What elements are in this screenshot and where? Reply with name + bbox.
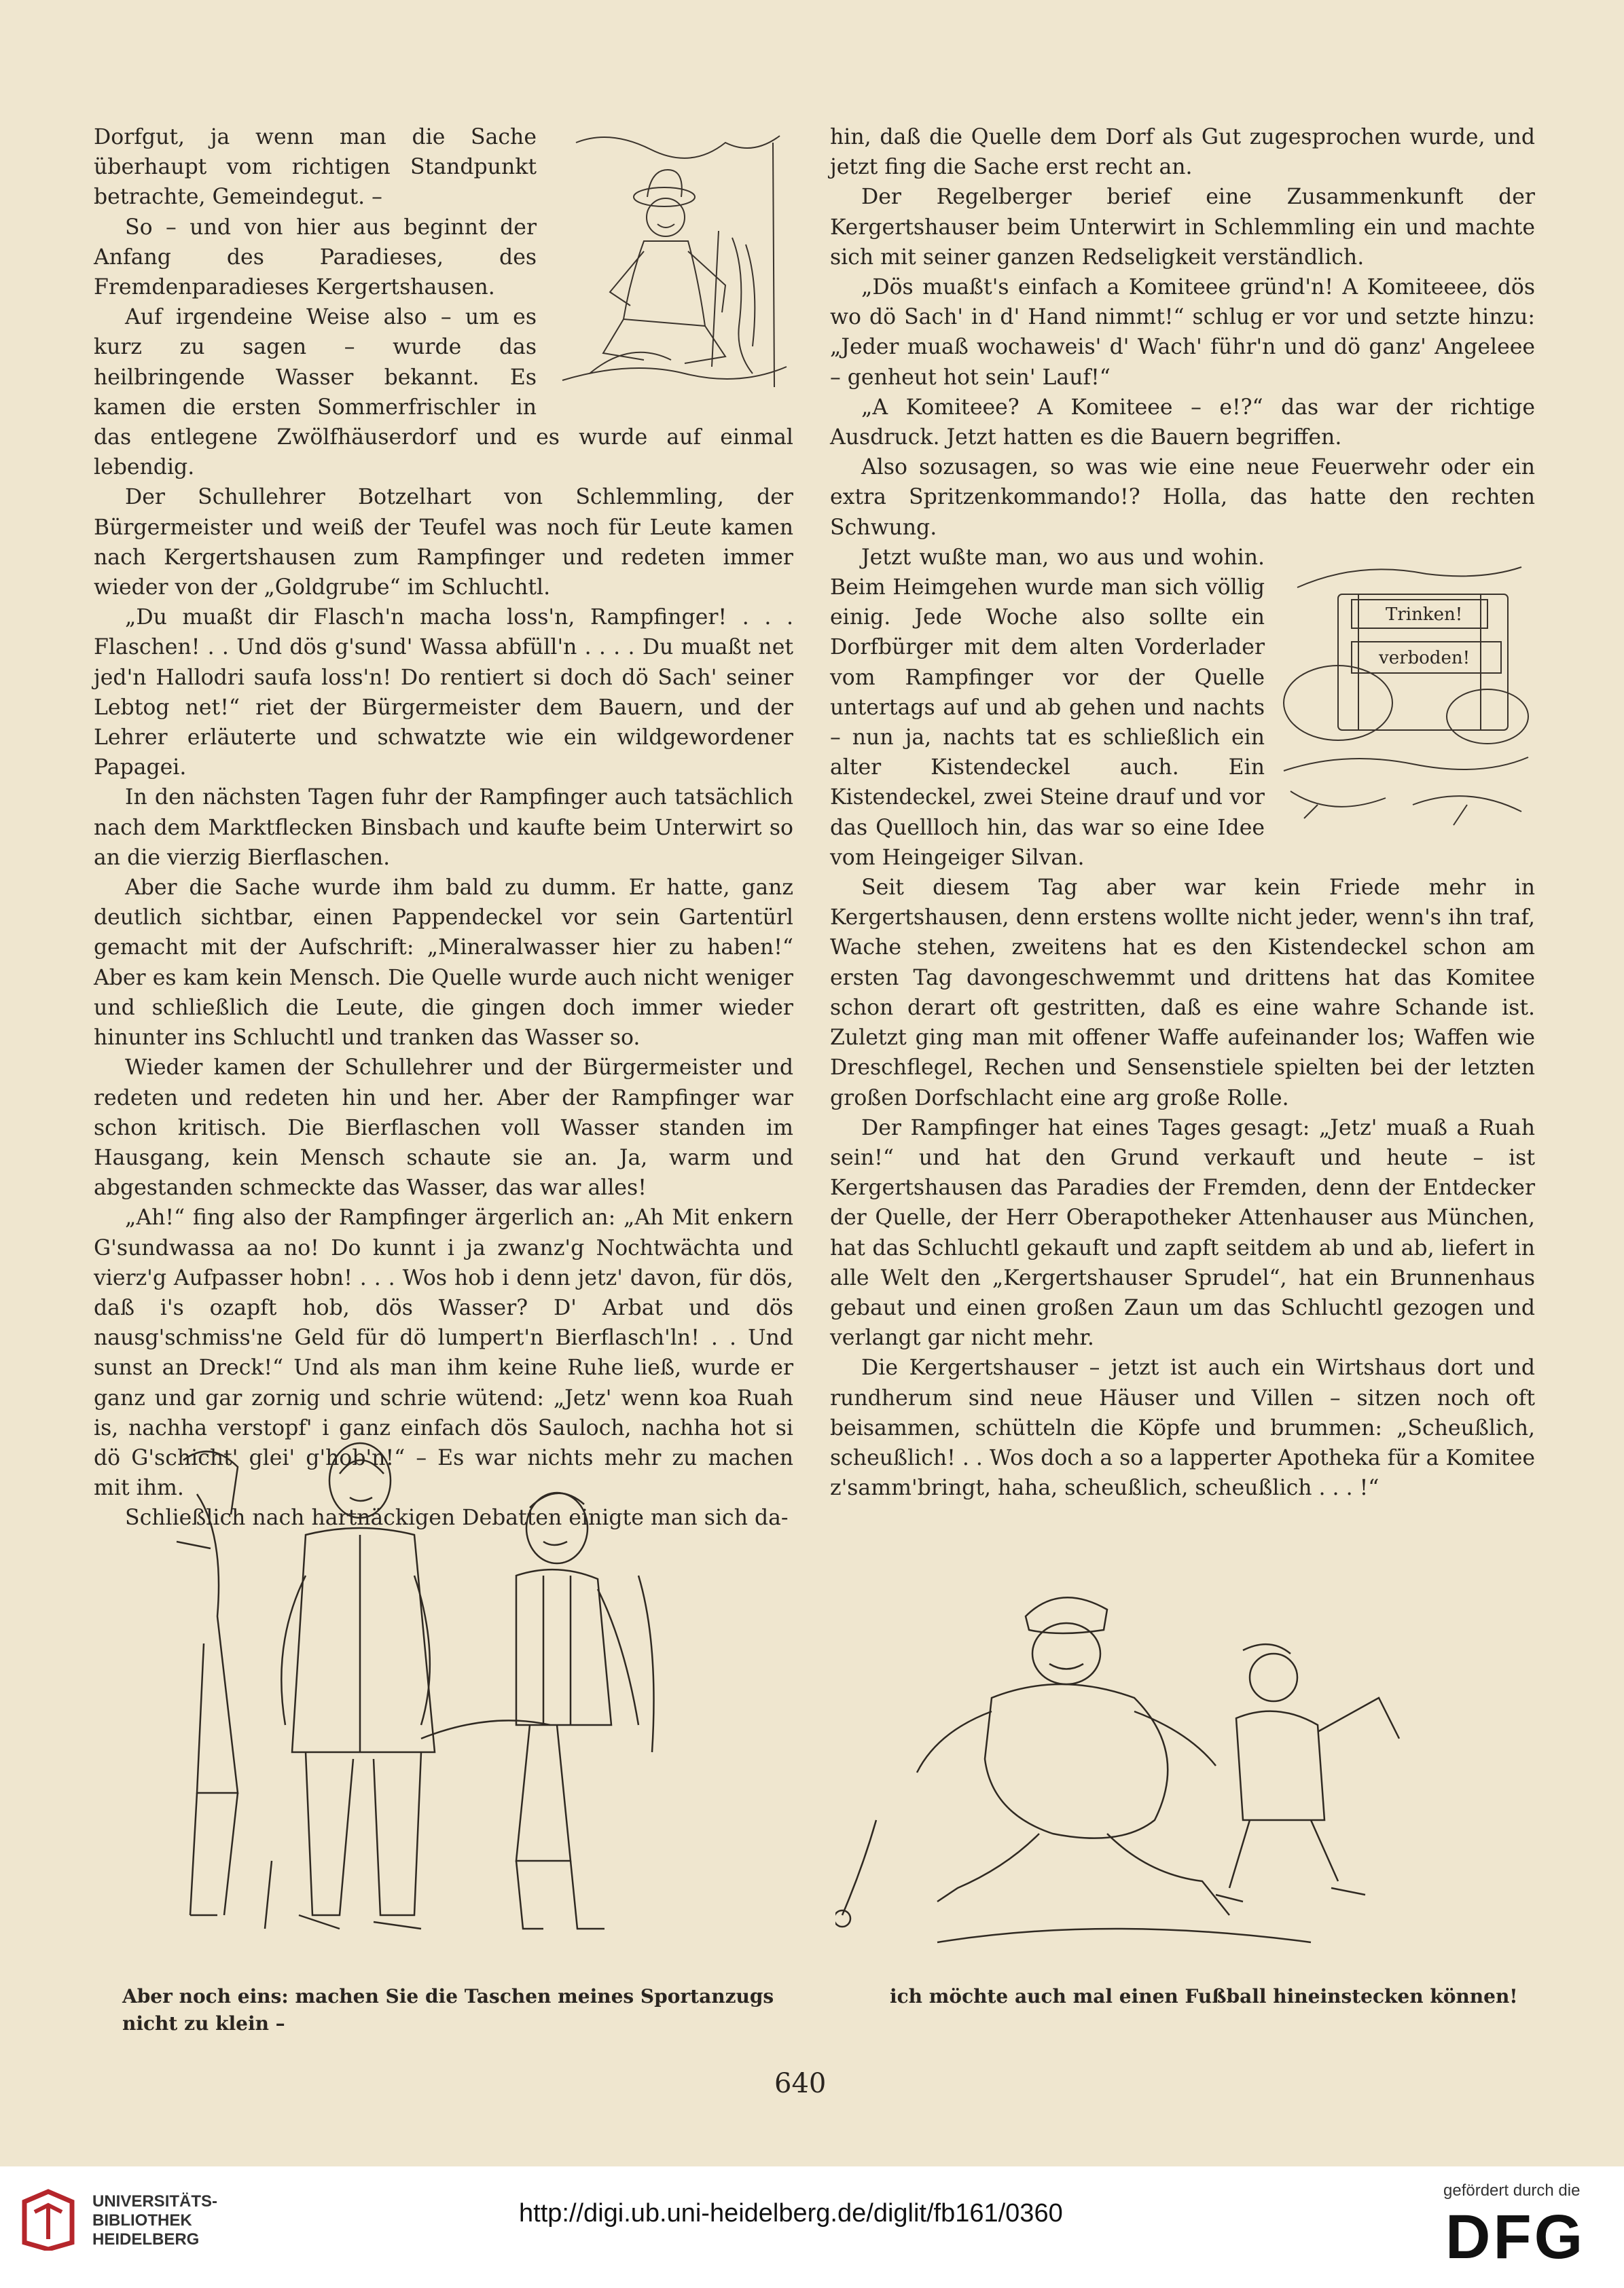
- cartoon-football-players: [835, 1562, 1549, 1956]
- paragraph: Der Schullehrer Botzelhart von Schlemmling, der Bürgermeister und weiß der Teufel was noch für Leute kamen nach Kergertshausen zum Rampfinger und redeten immer wieder von der „Goldgrube“ im Schluchtl.: [94, 485, 793, 600]
- paragraph: „Du muaßt dir Flasch'n macha loss'n, Rampfinger! . . . Flaschen! . . Und dös g'sund' Wassa abfüll'n . . . . Du muaßt net jed'n Hallodri saufa loss'n! Do rentiert si doch dö Sach' seiner Lebtog net!“ riet der Bürgermeister dem Bauern, und der Lehrer erläuterte und schwatzte wie ein wildgewordener Papagei.: [94, 605, 793, 780]
- cartoon-tailor-fitting: [136, 1440, 761, 1976]
- page-number: 640: [774, 2068, 827, 2099]
- paragraph: Wieder kamen der Schullehrer und der Bürgermeister und redeten und redeten hin und her. Aber der Rampfinger war schon kritisch. Die Bierflaschen voll Wasser standen im Hausgang, kein Mensch schaute sie an. Ja, warm und abgestanden schmeckte das Wasser, das war alles!: [94, 1055, 793, 1201]
- paragraph: Auf irgendeine Weise also – um es kurz zu sagen – wurde das heilbringende Wasser bekannt. Es kamen die ersten Sommerfrischler in das entlegene Zwölfhäuserdorf und es wurde auf einmal lebendig.: [94, 305, 793, 480]
- left-text-column: [94, 122, 793, 1533]
- library-name: [92, 2192, 217, 2249]
- sign-line1: Trinken!: [1386, 604, 1463, 625]
- paragraph: Also sozusagen, so was wie eine neue Feuerwehr oder ein extra Spritzenkommando!? Holla, das hatte den rechten Schwung.: [830, 455, 1535, 540]
- paragraph: Der Regelberger berief eine Zusammenkunft der Kergertshauser beim Unterwirt in Schlemmling ein und machte sich mit seiner ganzen Redseligkeit verständlich.: [830, 185, 1535, 270]
- caption-left: Aber noch eins: machen Sie die Taschen meines Sportanzugs nicht zu klein –: [122, 1985, 774, 2035]
- university-library-logo-icon: [18, 2188, 80, 2251]
- library-line: UNIVERSITÄTS-: [92, 2192, 218, 2211]
- library-line: BIBLIOTHEK: [92, 2211, 192, 2230]
- footer-bar: [0, 2166, 1624, 2288]
- paragraph: „A Komiteee? A Komiteee – e!?“ das war der richtige Ausdruck. Jetzt hatten es die Bauern begriffen.: [830, 395, 1535, 450]
- paragraph: „Ah!“ fing also der Rampfinger ärgerlich an: „Ah Mit enkern G'sundwassa aa no! Do kunnt i ja zwanz'g Nochtwächta und vierz'g Aufpasser hobn! . . . Wos hob i denn jetz' davon, für dös, daß i's ozapft hob, dös Wasser? D' Arbat und dös nausg'schmiss'ne Geld für dö lumpert'n Bierflasch'ln! . . Und sunst an Dreck!“ Und als man ihm keine Ruhe ließ, wurde er ganz und gar zornig und schrie wütend: „Jetz' wenn koa Ruah is, nachha verstopf' i ganz einfach dös Sauloch, nachha hot si dö G'schicht' glei' g'hob'n!“ – Es war nichts mehr zu machen mit ihm.: [94, 1205, 793, 1501]
- paragraph: Seit diesem Tag aber war kein Friede mehr in Kergertshausen, denn erstens wollte nicht jeder, wenn's ihn traf, Wache stehen, zweitens hat es den Kistendeckel schon am ersten Tag davongeschwemmt und drittens hat das Komitee schon derart oft gestritten, daß es eine wahre Schande ist. Zuletzt ging man mit offener Waffe aufeinander los; Waffen wie Dreschflegel, Rechen und Sensenstiele spielten bei der letzten großen Dorfschlacht eine arg große Rolle.: [830, 875, 1535, 1110]
- paragraph: In den nächsten Tagen fuhr der Rampfinger auch tatsächlich nach dem Marktflecken Binsbach und kaufte beim Unterwirt so an die vierzig Bierflaschen.: [94, 785, 793, 870]
- sketch-covered-spring-sign: [1277, 547, 1535, 839]
- paragraph: Der Rampfinger hat eines Tages gesagt: „Jetz' muaß a Ruah sein!“ und hat den Grund verkauft und heute – ist Kergertshausen das Paradies der Fremden, denn der Entdecker der Quelle, der Herr Oberapotheker Attenhauser aus München, hat das Schluchtl gekauft und zapft seitdem ab und ab, liefert in alle Welt den „Kergertshauser Sprudel“, hat ein Brunnenhaus gebaut und einen großen Zaun um das Schluchtl gezogen und verlangt gar nicht mehr.: [830, 1115, 1535, 1351]
- caption-right: ich möchte auch mal einen Fußball hineinstecken können!: [890, 1985, 1518, 2008]
- funding-note: gefördert durch die: [1443, 2181, 1581, 2200]
- library-line: HEIDELBERG: [92, 2230, 200, 2249]
- dfg-logo: DFG: [1445, 2202, 1586, 2272]
- paragraph: So – und von hier aus beginnt der Anfang des Paradieses, des Fremdenparadieses Kergertshausen.: [94, 215, 537, 300]
- paragraph: hin, daß die Quelle dem Dorf als Gut zugesprochen wurde, und jetzt fing die Sache erst recht an.: [830, 125, 1535, 180]
- paragraph: Aber die Sache wurde ihm bald zu dumm. Er hatte, ganz deutlich sichtbar, einen Pappendeckel vor sein Gartentürl gemacht mit der Aufschrift: „Mineralwasser hier zu haben!“ Aber es kam kein Mensch. Die Quelle wurde auch nicht weniger und schließlich die Leute, die gingen doch immer wieder hinunter ins Schluchtl und tranken das Wasser so.: [94, 875, 793, 1051]
- sign-line2: verboden!: [1379, 647, 1470, 668]
- paragraph: „Dös muaßt's einfach a Komiteee gründ'n! A Komiteeee, dös wo dö Sach' in d' Hand nimmt!“ schlug er vor und setzte hinzu: „Jeder muaß wochaweis' d' Wach' führ'n und dö ganz' Angeleee – genheut hot sein' Lauf!“: [830, 275, 1535, 390]
- source-url-link[interactable]: http://digi.ub.uni-heidelberg.de/diglit/fb161/0360: [519, 2199, 1063, 2228]
- paragraph: Schließlich nach hartnäckigen Debatten einigte man sich da-: [125, 1506, 789, 1531]
- paragraph: Die Kergertshauser – jetzt ist auch ein Wirtshaus dort und rundherum sind neue Häuser und Villen – sitzen noch oft beisammen, schütteln die Köpfe und brummen: „Scheußlich, scheußlich! . . Wos doch a so a lapperter Apotheka für a Komitee z'samm'bringt, haha, scheußlich, scheußlich . . . !“: [830, 1356, 1535, 1501]
- paragraph: Jetzt wußte man, wo aus und wohin. Beim Heimgehen wurde man sich völlig einig. Jede Woche also sollte ein Dorfbürger mit dem alten Vorderlader vom Rampfinger vor der Quelle untertags auf und ab gehen und nachts – nun ja, nachts tat es schließlich ein alter Kistendeckel auch. Ein Kistendeckel, zwei Steine drauf und vor das Quellloch hin, das war so eine Idee vom Heingeiger Silvan.: [830, 545, 1265, 870]
- right-text-column: [830, 122, 1535, 1503]
- sketch-man-at-spring: [549, 122, 793, 394]
- paragraph: Dorfgut, ja wenn man die Sache überhaupt vom richtigen Standpunkt betrachte, Gemeindegut. –: [94, 125, 537, 210]
